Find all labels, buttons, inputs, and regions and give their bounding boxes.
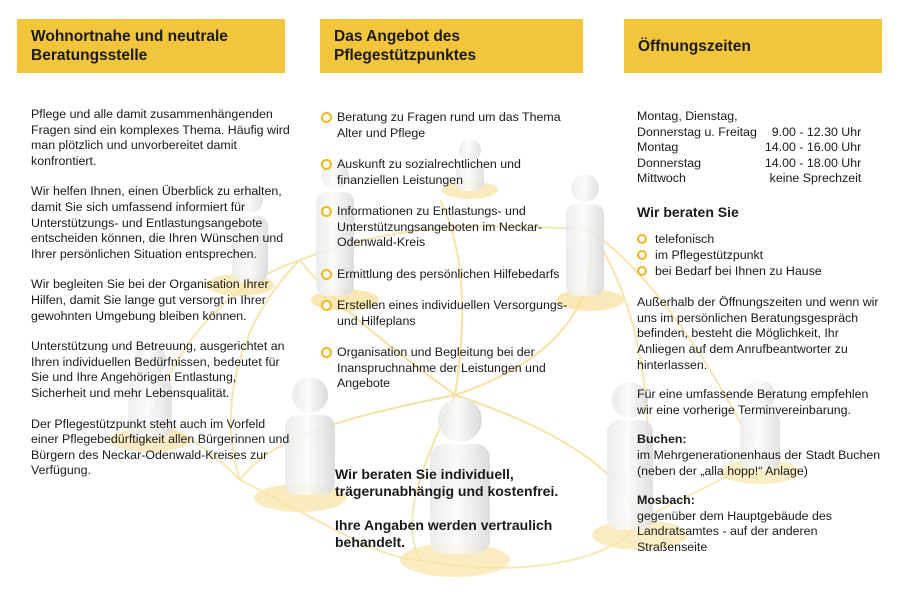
hours-day: Donnerstag u. Freitag (637, 124, 757, 139)
circle-bullet-icon (321, 347, 332, 358)
offer-item-text: Erstellen eines individuellen Versorgungs- und Hilfeplans (337, 297, 568, 328)
intro-paragraph: Wir begleiten Sie bei der Organisation Ihrer Hilfen, damit Sie lange gut versorgt in Ihrer gewohnten Umgebung bleiben können. (31, 277, 269, 323)
buchen-address: im Mehrgenerationenhaus der Stadt Buchen (neben der „alla hopp!“ Anlage) (637, 447, 881, 478)
offer-column (321, 110, 583, 408)
statement-individual: Wir beraten Sie individuell, trägerunabhängig und kostenfrei. (335, 466, 559, 499)
advice-item (637, 231, 887, 247)
hours-column (637, 109, 887, 555)
offer-item (321, 298, 583, 329)
offer-item (321, 345, 583, 392)
hours-day: Montag (637, 140, 679, 155)
hours-row (637, 140, 861, 156)
statements (335, 466, 595, 568)
offer-list (321, 110, 583, 392)
offer-item-text: Organisation und Begleitung bei der Inanspruchnahme der Leistungen und Angebote (337, 344, 546, 391)
outside-hours-text: Außerhalb der Öffnungszeiten und wenn wir uns im persönlichen Beratungsgespräch befinden, besteht die Möglichkeit, Ihr Anliegen auf dem Anrufbeantworter zu hinterlassen. (637, 295, 879, 372)
circle-bullet-icon (321, 112, 332, 123)
header-opening-hours-title: Öffnungszeiten (638, 37, 751, 55)
offer-item-text: Beratung zu Fragen rund um das Thema Alter und Pflege (337, 110, 561, 140)
hours-row (637, 171, 861, 187)
advice-item-text: im Pflegestützpunkt (655, 247, 764, 262)
header-consultation (17, 19, 285, 73)
intro-paragraph: Unterstützung und Betreuung, ausgerichtet an Ihren individuellen Bedürfnissen, bedeutet für Sie und Ihre Angehörigen Entlastung, Sicherheit und mehr Lebensqualität. (31, 339, 285, 400)
circle-bullet-icon (637, 234, 647, 244)
hours-intro: Montag, Dienstag, (637, 109, 738, 123)
header-offer (320, 19, 583, 73)
advice-list (637, 231, 887, 280)
intro-paragraph: Pflege und alle damit zusammenhängenden Fragen sind ein komplexes Thema. Häufig wird man plötzlich und unvorbereitet damit konfrontiert. (31, 107, 290, 168)
offer-item-text: Auskunft zu sozialrechtlichen und finanziellen Leistungen (337, 156, 521, 187)
hours-table (637, 125, 861, 187)
offer-item (321, 110, 583, 141)
hours-day: Mittwoch (637, 171, 686, 186)
appointment-text: Für eine umfassende Beratung empfehlen wir eine vorherige Terminvereinbarung. (637, 387, 869, 417)
hours-time: keine Sprechzeit (769, 171, 862, 186)
statement-confidential: Ihre Angaben werden vertraulich behandelt. (335, 517, 553, 550)
header-consultation-title: Wohnortnahe und neutrale Beratungsstelle (31, 28, 228, 64)
advice-item-text: telefonisch (655, 231, 715, 246)
circle-bullet-icon (321, 300, 332, 311)
buchen-label: Buchen: (637, 432, 687, 447)
circle-bullet-icon (321, 159, 332, 170)
hours-time: 9.00 - 12.30 Uhr (771, 124, 862, 139)
intro-paragraph: Wir helfen Ihnen, einen Überblick zu erhalten, damit Sie sich umfassend informiert für Unterstützungs- und Entlastungsangebote entscheiden können, die Ihren Wünschen und Ihrer persönlichen Situation entsprechen. (31, 184, 284, 261)
intro-paragraph: Der Pflegestützpunkt steht auch im Vorfeld einer Pflegebedürftigkeit allen Bürgerinnen und Bürgern des Neckar-Odenwald-Kreises zur Verfügung. (31, 416, 290, 478)
offer-item (321, 157, 583, 188)
advice-item (637, 263, 887, 279)
hours-row (637, 125, 861, 141)
offer-item-text: Informationen zu Entlastungs- und Unterstützungsangeboten im Neckar-Odenwald-Kreis (337, 203, 543, 250)
hours-time: 14.00 - 18.00 Uhr (764, 155, 862, 170)
hours-time: 14.00 - 16.00 Uhr (764, 140, 862, 155)
offer-item-text: Ermittlung des persönlichen Hilfebedarfs (337, 266, 560, 281)
circle-bullet-icon (321, 269, 332, 280)
offer-item (321, 204, 583, 251)
hours-day: Donnerstag (637, 155, 702, 170)
circle-bullet-icon (321, 206, 332, 217)
advice-item-text: bei Bedarf bei Ihnen zu Hause (655, 263, 822, 278)
mosbach-label: Mosbach: (637, 493, 695, 508)
header-offer-title: Das Angebot des Pflegestützpunktes (334, 28, 477, 64)
mosbach-address: gegenüber dem Hauptgebäude des Landratsamtes - auf der anderen Straßenseite (637, 508, 832, 554)
circle-bullet-icon (637, 266, 647, 276)
header-opening-hours (624, 19, 882, 73)
advice-heading: Wir beraten Sie (637, 203, 739, 220)
offer-item (321, 267, 583, 283)
intro-column (31, 107, 291, 494)
advice-item (637, 247, 887, 263)
circle-bullet-icon (637, 250, 647, 260)
hours-row (637, 156, 861, 172)
